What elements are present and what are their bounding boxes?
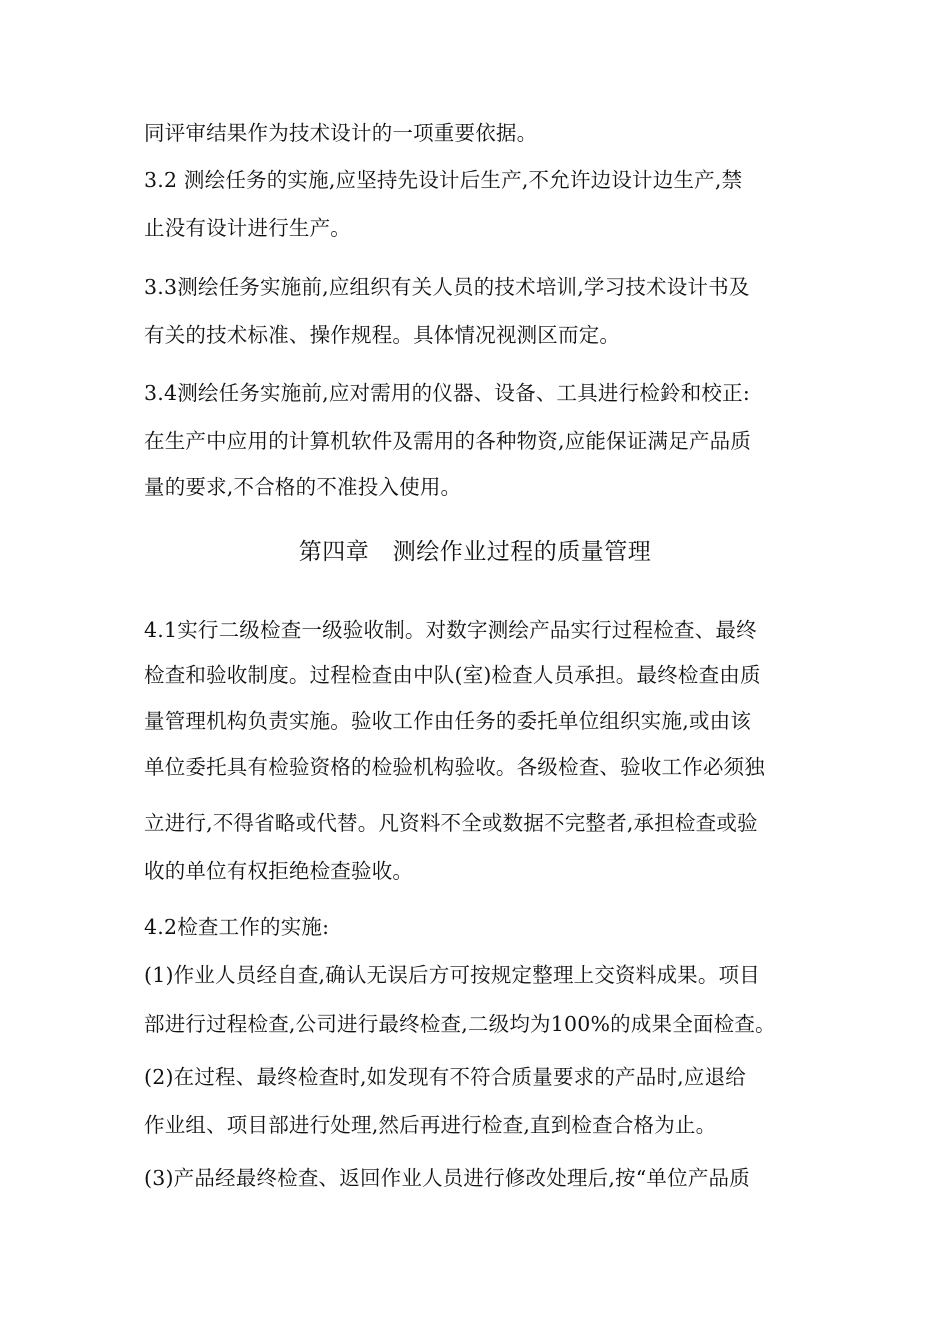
paragraph-line: (2)在过程、最终检查时,如发现有不符合质量要求的产品时,应退给 xyxy=(144,1065,746,1089)
chapter-heading: 第四章 测绘作业过程的质量管理 xyxy=(298,539,652,565)
paragraph-line: 检查和验收制度。过程检查由中队(室)检查人员承担。最终检查由质 xyxy=(144,663,761,687)
paragraph-line: 量管理机构负责实施。验收工作由任务的委托单位组织实施,或由该 xyxy=(144,709,752,733)
paragraph-line: 单位委托具有检验资格的检验机构验收。各级检查、验收工作必须独 xyxy=(144,755,765,779)
paragraph-line: 部进行过程检查,公司进行最终检查,二级均为100%的成果全面检查。 xyxy=(144,1012,776,1036)
paragraph-line: (1)作业人员经自查,确认无误后方可按规定整理上交资料成果。项目 xyxy=(144,963,760,987)
paragraph-line: (3)产品经最终检查、返回作业人员进行修改处理后,按“单位产品质 xyxy=(144,1166,750,1190)
paragraph-line: 同评审结果作为技术设计的一项重要依据。 xyxy=(144,121,538,145)
paragraph-line: 4.1实行二级检查一级验收制。对数字测绘产品实行过程检查、最终 xyxy=(144,618,757,642)
paragraph-line: 收的单位有权拒绝检查验收。 xyxy=(144,859,414,883)
paragraph-line: 4.2检查工作的实施: xyxy=(144,915,330,939)
paragraph-line: 3.4测绘任务实施前,应对需用的仪器、设备、工具进行检鈴和校正: xyxy=(144,381,750,405)
paragraph-line: 在生产中应用的计算机软件及需用的各种物资,应能保证满足产品质 xyxy=(144,429,752,453)
paragraph-line: 3.3测绘任务实施前,应组织有关人员的技术培训,学习技术设计书及 xyxy=(144,275,750,299)
paragraph-line: 止没有设计进行生产。 xyxy=(144,216,351,240)
paragraph-line: 作业组、项目部进行处理,然后再进行检查,直到检查合格为止。 xyxy=(144,1113,717,1137)
paragraph-line: 3.2 测绘任务的实施,应坚持先设计后生产,不允许边设计边生产,禁 xyxy=(144,168,743,192)
paragraph-line: 有关的技术标准、操作规程。具体情况视测区而定。 xyxy=(144,323,621,347)
paragraph-line: 立进行,不得省略或代替。凡资料不全或数据不完整者,承担检查或验 xyxy=(144,811,758,835)
paragraph-line: 量的要求,不合格的不准投入使用。 xyxy=(144,475,462,499)
